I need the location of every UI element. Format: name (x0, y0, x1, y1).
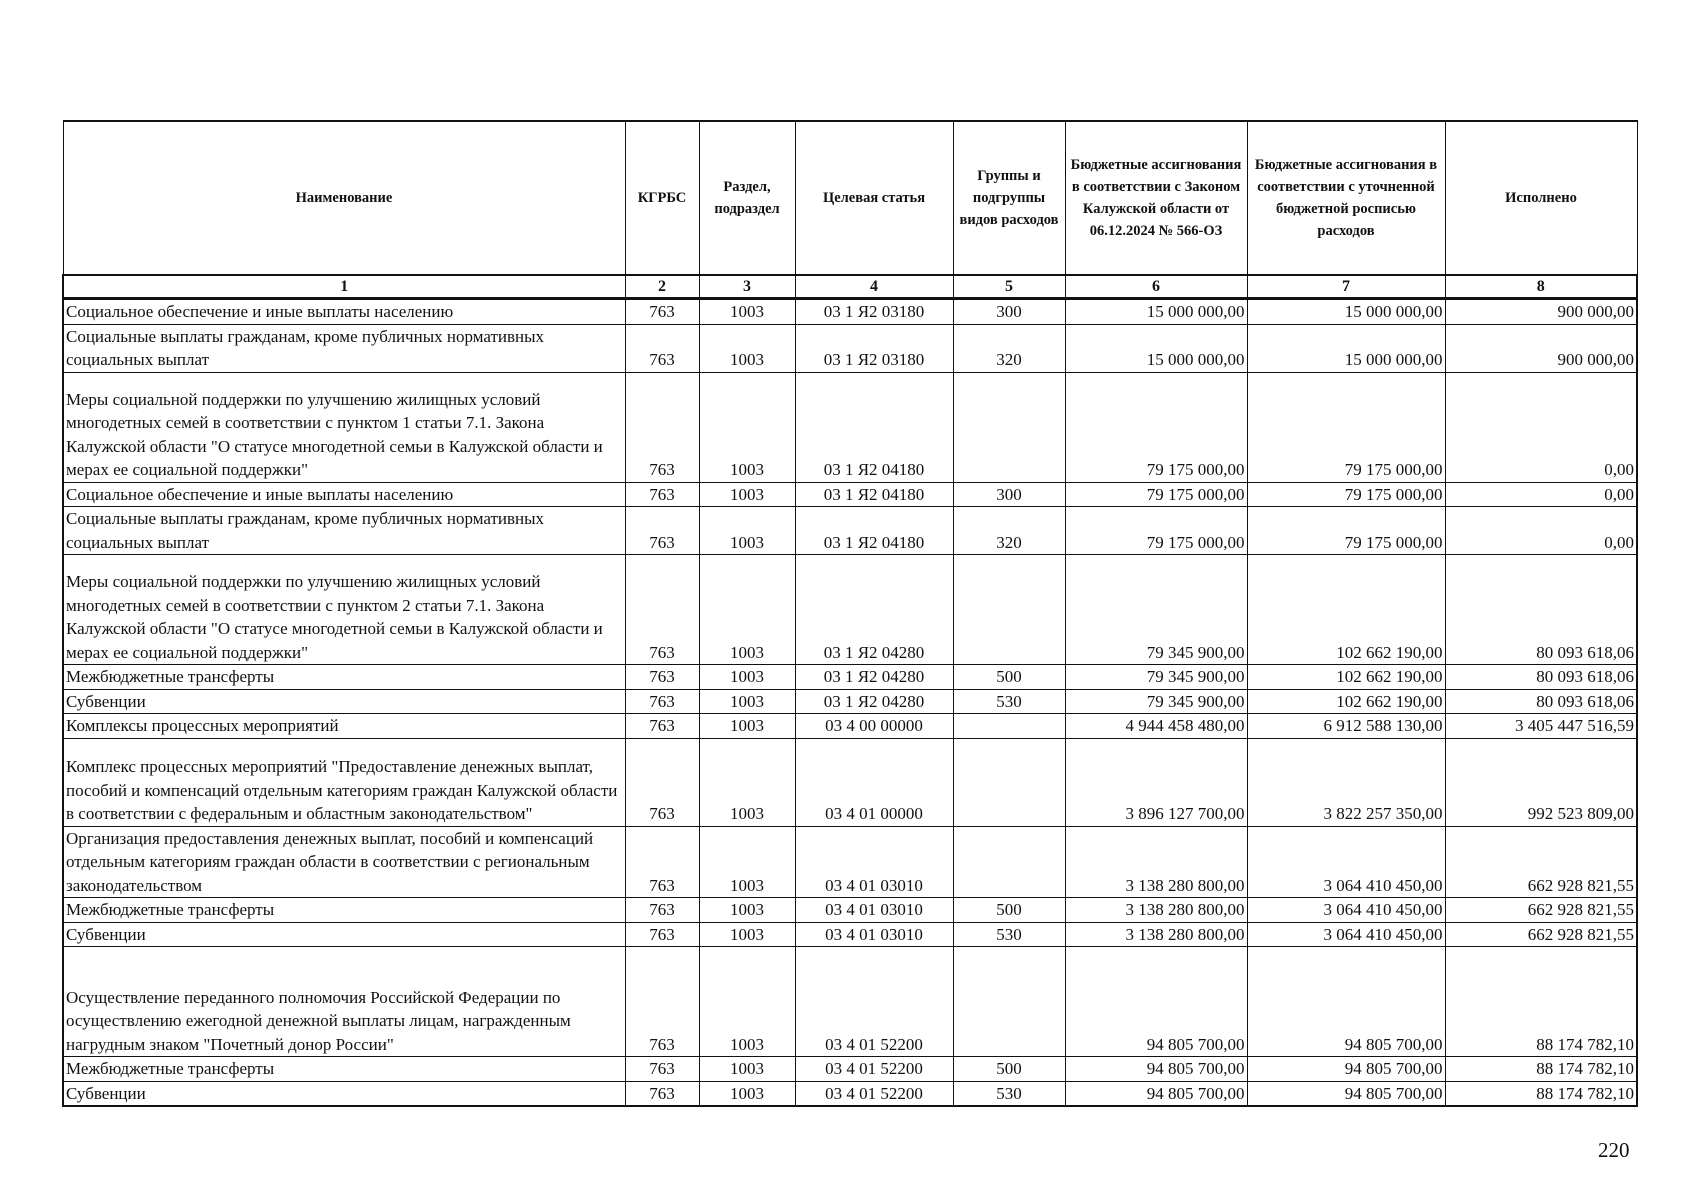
column-number: 5 (953, 275, 1065, 299)
cell-target: 03 4 01 00000 (795, 738, 953, 826)
cell-refined-amount: 94 805 700,00 (1247, 947, 1445, 1057)
cell-name: Межбюджетные трансферты (63, 1057, 625, 1082)
cell-section: 1003 (699, 482, 795, 507)
cell-refined-amount: 3 064 410 450,00 (1247, 826, 1445, 898)
cell-refined-amount: 3 822 257 350,00 (1247, 738, 1445, 826)
column-number: 3 (699, 275, 795, 299)
cell-section: 1003 (699, 507, 795, 555)
cell-section: 1003 (699, 826, 795, 898)
cell-law-amount: 3 896 127 700,00 (1065, 738, 1247, 826)
cell-law-amount: 15 000 000,00 (1065, 324, 1247, 372)
cell-kgrbs: 763 (625, 507, 699, 555)
column-number: 7 (1247, 275, 1445, 299)
cell-target: 03 4 01 03010 (795, 898, 953, 923)
column-number: 2 (625, 275, 699, 299)
cell-law-amount: 3 138 280 800,00 (1065, 922, 1247, 947)
cell-executed-amount: 88 174 782,10 (1445, 947, 1637, 1057)
cell-group: 500 (953, 1057, 1065, 1082)
cell-law-amount: 94 805 700,00 (1065, 1081, 1247, 1106)
budget-table (62, 120, 1638, 1107)
cell-refined-amount: 94 805 700,00 (1247, 1057, 1445, 1082)
cell-group: 300 (953, 299, 1065, 325)
cell-executed-amount: 662 928 821,55 (1445, 922, 1637, 947)
cell-section: 1003 (699, 714, 795, 739)
cell-executed-amount: 88 174 782,10 (1445, 1081, 1637, 1106)
column-number-row (63, 275, 1637, 299)
cell-executed-amount: 900 000,00 (1445, 324, 1637, 372)
cell-kgrbs: 763 (625, 1081, 699, 1106)
header-group: Группы и подгруппы видов расходов (953, 121, 1065, 275)
table-row (63, 898, 1637, 923)
cell-executed-amount: 88 174 782,10 (1445, 1057, 1637, 1082)
cell-kgrbs: 763 (625, 738, 699, 826)
table-row (63, 922, 1637, 947)
cell-section: 1003 (699, 324, 795, 372)
table-row (63, 826, 1637, 898)
table-row (63, 665, 1637, 690)
cell-group: 530 (953, 922, 1065, 947)
cell-law-amount: 94 805 700,00 (1065, 1057, 1247, 1082)
cell-target: 03 1 Я2 03180 (795, 324, 953, 372)
cell-law-amount: 3 138 280 800,00 (1065, 826, 1247, 898)
cell-section: 1003 (699, 947, 795, 1057)
cell-target: 03 4 01 52200 (795, 1081, 953, 1106)
cell-section: 1003 (699, 1057, 795, 1082)
header-executed: Исполнено (1445, 121, 1637, 275)
cell-name: Субвенции (63, 922, 625, 947)
page-number: 220 (1598, 1138, 1630, 1162)
cell-name: Комплекс процессных мероприятий "Предоставление денежных выплат, пособий и компенсаций отдельным категориям граждан Калужской области в соответствии с федеральным и областным законодательством" (63, 738, 625, 826)
cell-refined-amount: 79 175 000,00 (1247, 507, 1445, 555)
cell-executed-amount: 3 405 447 516,59 (1445, 714, 1637, 739)
table-row (63, 324, 1637, 372)
cell-group (953, 372, 1065, 482)
cell-executed-amount: 662 928 821,55 (1445, 898, 1637, 923)
cell-name: Социальное обеспечение и иные выплаты населению (63, 299, 625, 325)
cell-kgrbs: 763 (625, 665, 699, 690)
cell-section: 1003 (699, 665, 795, 690)
header-refined: Бюджетные ассигнования в соответствии с уточненной бюджетной росписью расходов (1247, 121, 1445, 275)
cell-law-amount: 79 175 000,00 (1065, 507, 1247, 555)
cell-kgrbs: 763 (625, 372, 699, 482)
cell-refined-amount: 102 662 190,00 (1247, 665, 1445, 690)
cell-target: 03 1 Я2 04180 (795, 507, 953, 555)
cell-law-amount: 79 345 900,00 (1065, 555, 1247, 665)
cell-kgrbs: 763 (625, 922, 699, 947)
header-row (63, 121, 1637, 275)
cell-group: 500 (953, 665, 1065, 690)
cell-group: 320 (953, 324, 1065, 372)
cell-executed-amount: 0,00 (1445, 482, 1637, 507)
cell-executed-amount: 80 093 618,06 (1445, 555, 1637, 665)
cell-refined-amount: 94 805 700,00 (1247, 1081, 1445, 1106)
cell-law-amount: 79 175 000,00 (1065, 372, 1247, 482)
cell-name: Субвенции (63, 1081, 625, 1106)
cell-name: Меры социальной поддержки по улучшению жилищных условий многодетных семей в соответствии с пунктом 1 статьи 7.1. Закона Калужской области "О статусе многодетной семьи в Калужской области и мерах ее социальной поддержки" (63, 372, 625, 482)
cell-kgrbs: 763 (625, 1057, 699, 1082)
cell-group (953, 738, 1065, 826)
cell-refined-amount: 15 000 000,00 (1247, 324, 1445, 372)
cell-law-amount: 3 138 280 800,00 (1065, 898, 1247, 923)
table-body (63, 299, 1637, 1107)
cell-section: 1003 (699, 372, 795, 482)
cell-executed-amount: 0,00 (1445, 372, 1637, 482)
column-number: 8 (1445, 275, 1637, 299)
cell-kgrbs: 763 (625, 947, 699, 1057)
cell-kgrbs: 763 (625, 714, 699, 739)
cell-target: 03 4 01 52200 (795, 947, 953, 1057)
cell-kgrbs: 763 (625, 299, 699, 325)
cell-law-amount: 79 345 900,00 (1065, 665, 1247, 690)
header-name: Наименование (63, 121, 625, 275)
cell-group (953, 947, 1065, 1057)
header-kgrbs: КГРБС (625, 121, 699, 275)
cell-target: 03 1 Я2 04180 (795, 372, 953, 482)
cell-section: 1003 (699, 299, 795, 325)
table-row (63, 507, 1637, 555)
table-row (63, 1057, 1637, 1082)
column-number: 1 (63, 275, 625, 299)
cell-group: 530 (953, 689, 1065, 714)
cell-target: 03 1 Я2 04280 (795, 665, 953, 690)
cell-refined-amount: 79 175 000,00 (1247, 372, 1445, 482)
cell-name: Межбюджетные трансферты (63, 665, 625, 690)
cell-refined-amount: 3 064 410 450,00 (1247, 898, 1445, 923)
cell-target: 03 4 01 03010 (795, 826, 953, 898)
cell-executed-amount: 900 000,00 (1445, 299, 1637, 325)
header-target: Целевая статья (795, 121, 953, 275)
cell-law-amount: 4 944 458 480,00 (1065, 714, 1247, 739)
cell-section: 1003 (699, 922, 795, 947)
cell-section: 1003 (699, 689, 795, 714)
cell-name: Осуществление переданного полномочия Российской Федерации по осуществлению ежегодной денежной выплаты лицам, награжденным нагрудным знаком "Почетный донор России" (63, 947, 625, 1057)
cell-section: 1003 (699, 738, 795, 826)
cell-name: Организация предоставления денежных выплат, пособий и компенсаций отдельным категориям граждан области в соответствии с региональным законодательством (63, 826, 625, 898)
table-row (63, 555, 1637, 665)
cell-refined-amount: 102 662 190,00 (1247, 555, 1445, 665)
cell-target: 03 4 00 00000 (795, 714, 953, 739)
cell-name: Комплексы процессных мероприятий (63, 714, 625, 739)
cell-group: 300 (953, 482, 1065, 507)
cell-kgrbs: 763 (625, 898, 699, 923)
cell-executed-amount: 662 928 821,55 (1445, 826, 1637, 898)
table-row (63, 714, 1637, 739)
table-row (63, 738, 1637, 826)
cell-kgrbs: 763 (625, 826, 699, 898)
cell-refined-amount: 102 662 190,00 (1247, 689, 1445, 714)
cell-kgrbs: 763 (625, 324, 699, 372)
cell-executed-amount: 80 093 618,06 (1445, 665, 1637, 690)
cell-name: Социальное обеспечение и иные выплаты населению (63, 482, 625, 507)
cell-law-amount: 94 805 700,00 (1065, 947, 1247, 1057)
cell-group (953, 555, 1065, 665)
cell-section: 1003 (699, 898, 795, 923)
cell-target: 03 1 Я2 04280 (795, 555, 953, 665)
header-law: Бюджетные ассигнования в соответствии с Законом Калужской области от 06.12.2024 № 566-ОЗ (1065, 121, 1247, 275)
table-row (63, 482, 1637, 507)
cell-law-amount: 15 000 000,00 (1065, 299, 1247, 325)
cell-refined-amount: 3 064 410 450,00 (1247, 922, 1445, 947)
cell-name: Социальные выплаты гражданам, кроме публичных нормативных социальных выплат (63, 324, 625, 372)
cell-section: 1003 (699, 555, 795, 665)
cell-name: Социальные выплаты гражданам, кроме публичных нормативных социальных выплат (63, 507, 625, 555)
cell-executed-amount: 992 523 809,00 (1445, 738, 1637, 826)
table-row (63, 299, 1637, 325)
cell-group (953, 714, 1065, 739)
cell-name: Меры социальной поддержки по улучшению жилищных условий многодетных семей в соответствии с пунктом 2 статьи 7.1. Закона Калужской области "О статусе многодетной семьи в Калужской области и мерах ее социальной поддержки" (63, 555, 625, 665)
cell-target: 03 4 01 52200 (795, 1057, 953, 1082)
column-number: 4 (795, 275, 953, 299)
cell-name: Межбюджетные трансферты (63, 898, 625, 923)
table-row (63, 947, 1637, 1057)
cell-refined-amount: 6 912 588 130,00 (1247, 714, 1445, 739)
cell-target: 03 4 01 03010 (795, 922, 953, 947)
cell-kgrbs: 763 (625, 689, 699, 714)
cell-target: 03 1 Я2 04180 (795, 482, 953, 507)
cell-target: 03 1 Я2 04280 (795, 689, 953, 714)
table-row (63, 372, 1637, 482)
cell-kgrbs: 763 (625, 482, 699, 507)
cell-refined-amount: 79 175 000,00 (1247, 482, 1445, 507)
cell-law-amount: 79 175 000,00 (1065, 482, 1247, 507)
column-number: 6 (1065, 275, 1247, 299)
cell-group: 530 (953, 1081, 1065, 1106)
table-row (63, 689, 1637, 714)
cell-refined-amount: 15 000 000,00 (1247, 299, 1445, 325)
cell-kgrbs: 763 (625, 555, 699, 665)
cell-section: 1003 (699, 1081, 795, 1106)
cell-target: 03 1 Я2 03180 (795, 299, 953, 325)
cell-law-amount: 79 345 900,00 (1065, 689, 1247, 714)
cell-group (953, 826, 1065, 898)
cell-name: Субвенции (63, 689, 625, 714)
cell-group: 500 (953, 898, 1065, 923)
table-row (63, 1081, 1637, 1106)
cell-executed-amount: 0,00 (1445, 507, 1637, 555)
cell-executed-amount: 80 093 618,06 (1445, 689, 1637, 714)
cell-group: 320 (953, 507, 1065, 555)
header-section: Раздел, подраздел (699, 121, 795, 275)
